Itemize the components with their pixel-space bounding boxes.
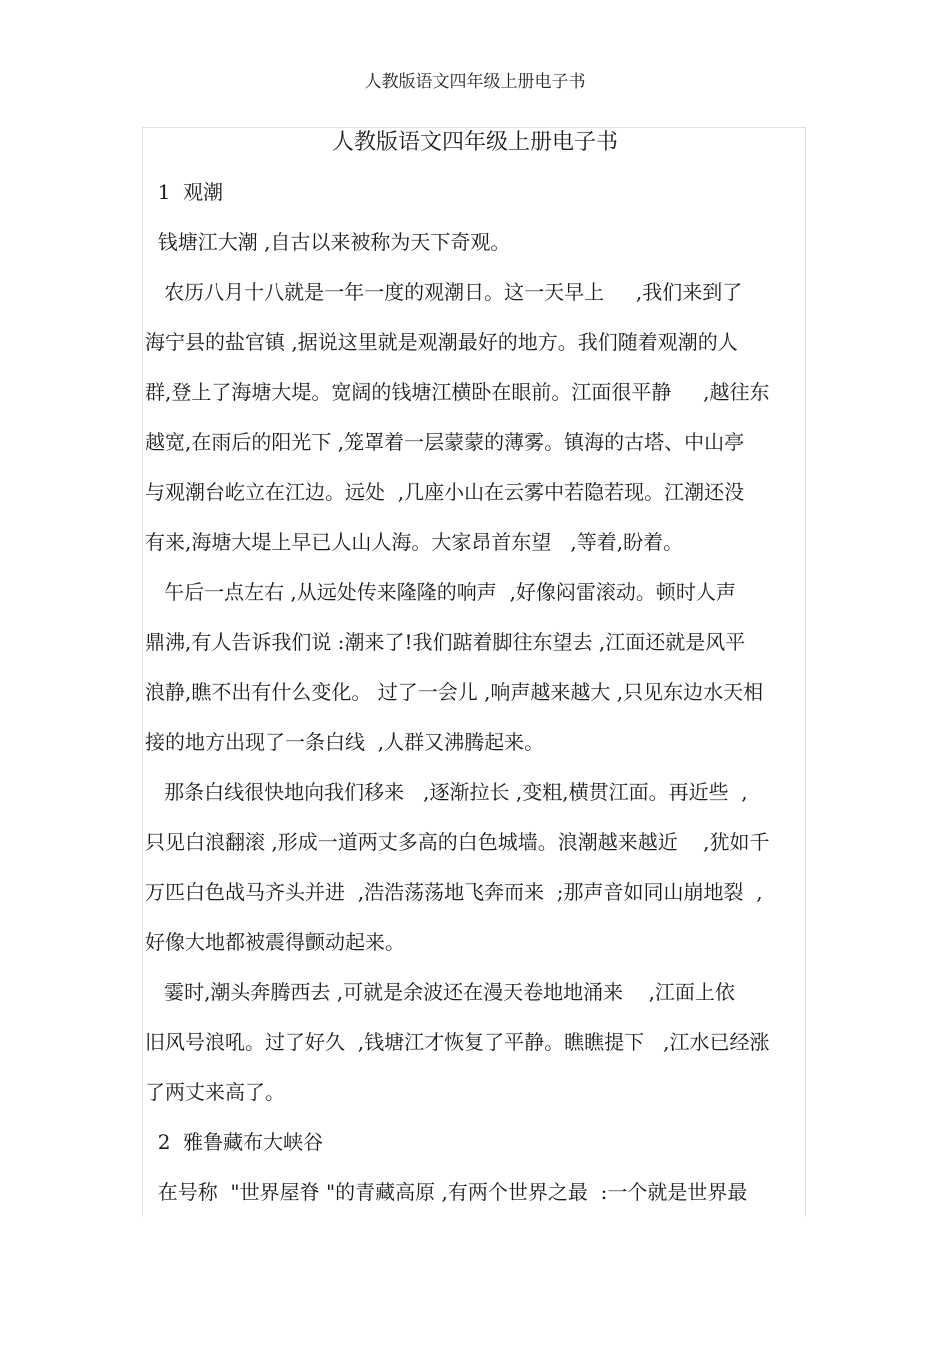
- text-line: 鼎沸,有人告诉我们说 :潮来了!我们踮着脚往东望去 ,江面还就是风平: [145, 630, 746, 654]
- text-line: 那条白线很快地向我们移来 ,逐渐拉长 ,变粗,横贯江面。再近些 ,: [145, 780, 748, 804]
- text-line: 与观潮台屹立在江边。远处 ,几座小山在云雾中若隐若现。江潮还没: [145, 480, 745, 504]
- text-line: 在号称 "世界屋脊 "的青藏高原 ,有两个世界之最 :一个就是世界最: [145, 1180, 748, 1204]
- text-line: 有来,海塘大堤上早已人山人海。大家昂首东望 ,等着,盼着。: [145, 530, 684, 554]
- text-line: 只见白浪翻滚 ,形成一道两丈多高的白色城墙。浪潮越来越近 ,犹如千: [145, 830, 770, 854]
- text-line: 海宁县的盐官镇 ,据说这里就是观潮最好的地方。我们随着观潮的人: [145, 330, 738, 354]
- running-header: 人教版语文四年级上册电子书: [364, 72, 586, 92]
- section-heading: 2 雅鲁藏布大峡谷: [145, 1130, 324, 1154]
- document-title: 人教版语文四年级上册电子书: [331, 130, 618, 155]
- text-line: 浪静,瞧不出有什么变化。 过了一会儿 ,响声越来越大 ,只见东边水天相: [145, 680, 764, 704]
- text-line: 钱塘江大潮 ,自古以来被称为天下奇观。: [145, 230, 511, 254]
- section-heading: 1 观潮: [145, 180, 224, 204]
- text-line: 越宽,在雨后的阳光下 ,笼罩着一层蒙蒙的薄雾。镇海的古塔、中山亭: [145, 430, 745, 454]
- text-line: 农历八月十八就是一年一度的观潮日。这一天早上 ,我们来到了: [145, 280, 743, 304]
- text-line: 旧风号浪吼。过了好久 ,钱塘江才恢复了平静。瞧瞧提下 ,江水已经涨: [145, 1030, 770, 1054]
- text-line: 万匹白色战马齐头并进 ,浩浩荡荡地飞奔而来 ;那声音如同山崩地裂 ,: [145, 880, 763, 904]
- text-line: 午后一点左右 ,从远处传来隆隆的响声 ,好像闷雷滚动。顿时人声: [145, 580, 736, 604]
- text-line: 群,登上了海塘大堤。宽阔的钱塘江横卧在眼前。江面很平静 ,越往东: [145, 380, 770, 404]
- text-line: 了两丈来高了。: [145, 1080, 285, 1104]
- text-line: 接的地方出现了一条白线 ,人群又沸腾起来。: [145, 730, 545, 754]
- text-line: 好像大地都被震得颤动起来。: [145, 930, 405, 954]
- text-line: 霎时,潮头奔腾西去 ,可就是余波还在漫天卷地地涌来 ,江面上依: [145, 980, 735, 1004]
